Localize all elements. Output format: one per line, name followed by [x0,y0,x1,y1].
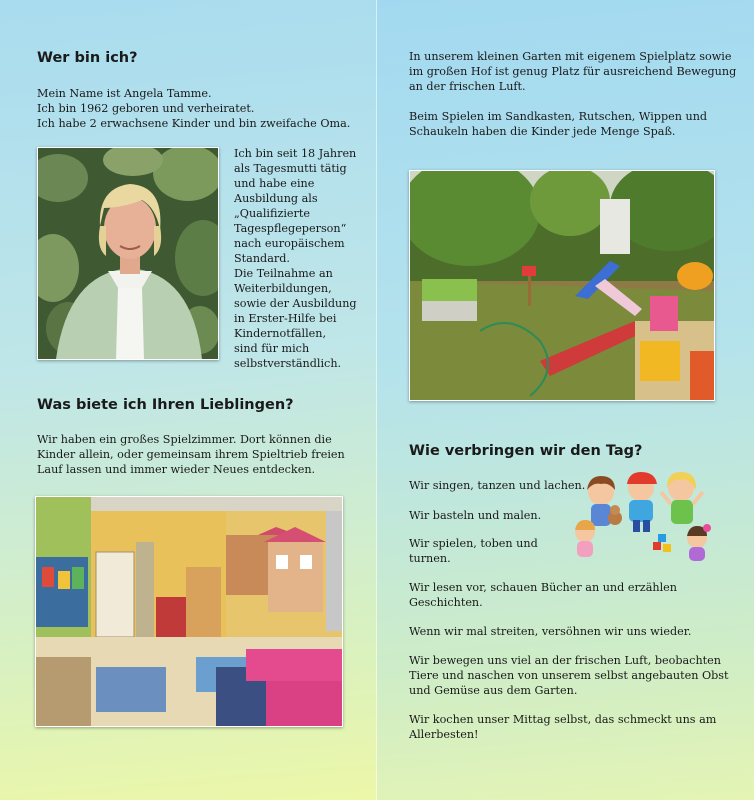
intro-line: Ich habe 2 erwachsene Kinder und bin zweifache Oma. [37,117,351,130]
bio-line: selbstverständlich. [234,357,342,370]
bio-text [234,146,357,371]
play-line: Beim Spielen im Sandkasten, Rutschen, Wippen und [409,110,708,123]
day-read [409,580,677,610]
offer-line: Wir haben ein großes Spielzimmer. Dort können die [37,433,332,446]
play-text [409,109,707,139]
bio-line: Weiterbildungen, [234,282,332,295]
day-cook-line: Wir kochen unser Mittag selbst, das schmeckt uns am [409,713,717,726]
day-outdoor-line: Tiere und naschen von unserem selbst angebauten Obst [409,669,729,682]
day-outdoor [409,653,729,698]
bio-line: Ich bin seit 18 Jahren [234,147,357,160]
garden-line: In unserem kleinen Garten mit eigenem Spielplatz sowie [409,50,732,63]
intro-line: Ich bin 1962 geboren und verheiratet. [37,102,255,115]
bio-line: nach europäischem [234,237,345,250]
garden-text [409,49,736,94]
offer-text [37,432,345,477]
day-outdoor-line: und Gemüse aus dem Garten. [409,684,578,697]
offer-line: Lauf lassen und immer wieder Neues entdecken. [37,463,316,476]
bio-line: als Tagesmutti tätig [234,162,347,175]
bio-line: in Erster-Hilfe bei [234,312,337,325]
garden-line: an der frischen Luft. [409,80,526,93]
bio-line: und habe eine [234,177,315,190]
day-play-line: turnen. [409,552,451,565]
heading-who-am-i: Wer bin ich? [37,50,138,66]
bio-line: Kindernotfällen, [234,327,327,340]
bio-line: Standard. [234,252,290,265]
playroom-photo [35,496,343,727]
heading-day: Wie verbringen wir den Tag? [409,443,643,459]
day-outdoor-line: Wir bewegen uns viel an der frischen Luft, beobachten [409,654,721,667]
bio-line: „Qualifizierte [234,207,311,220]
bio-line: Die Teilnahme an [234,267,333,280]
day-sing: Wir singen, tanzen und lachen. [409,479,586,492]
intro-line: Mein Name ist Angela Tamme. [37,87,212,100]
offer-line: Kinder allein, oder gemeinsam ihrem Spieltrieb freien [37,448,345,461]
day-play-line: Wir spielen, toben und [409,537,538,550]
day-cook [409,712,716,742]
day-craft: Wir basteln und malen. [409,509,542,522]
day-play [409,536,538,566]
bio-line: Tagespflegeperson“ [234,222,347,235]
garden-photo [409,170,715,401]
bio-line: sowie der Ausbildung [234,297,357,310]
garden-line: im großen Hof ist genug Platz für ausreichend Bewegung [409,65,737,78]
bio-line: sind für mich [234,342,310,355]
children-clipart [569,466,719,566]
play-line: Schaukeln haben die Kinder jede Menge Spaß. [409,125,676,138]
portrait-photo [37,147,219,360]
day-read-line: Geschichten. [409,596,483,609]
day-read-line: Wir lesen vor, schauen Bücher an und erzählen [409,581,677,594]
day-argue: Wenn wir mal streiten, versöhnen wir uns wieder. [409,625,692,638]
intro-text [37,86,350,131]
day-cook-line: Allerbesten! [409,728,479,741]
bio-line: Ausbildung als [234,192,318,205]
right-panel [377,0,754,800]
heading-offer: Was biete ich Ihren Lieblingen? [37,397,294,413]
